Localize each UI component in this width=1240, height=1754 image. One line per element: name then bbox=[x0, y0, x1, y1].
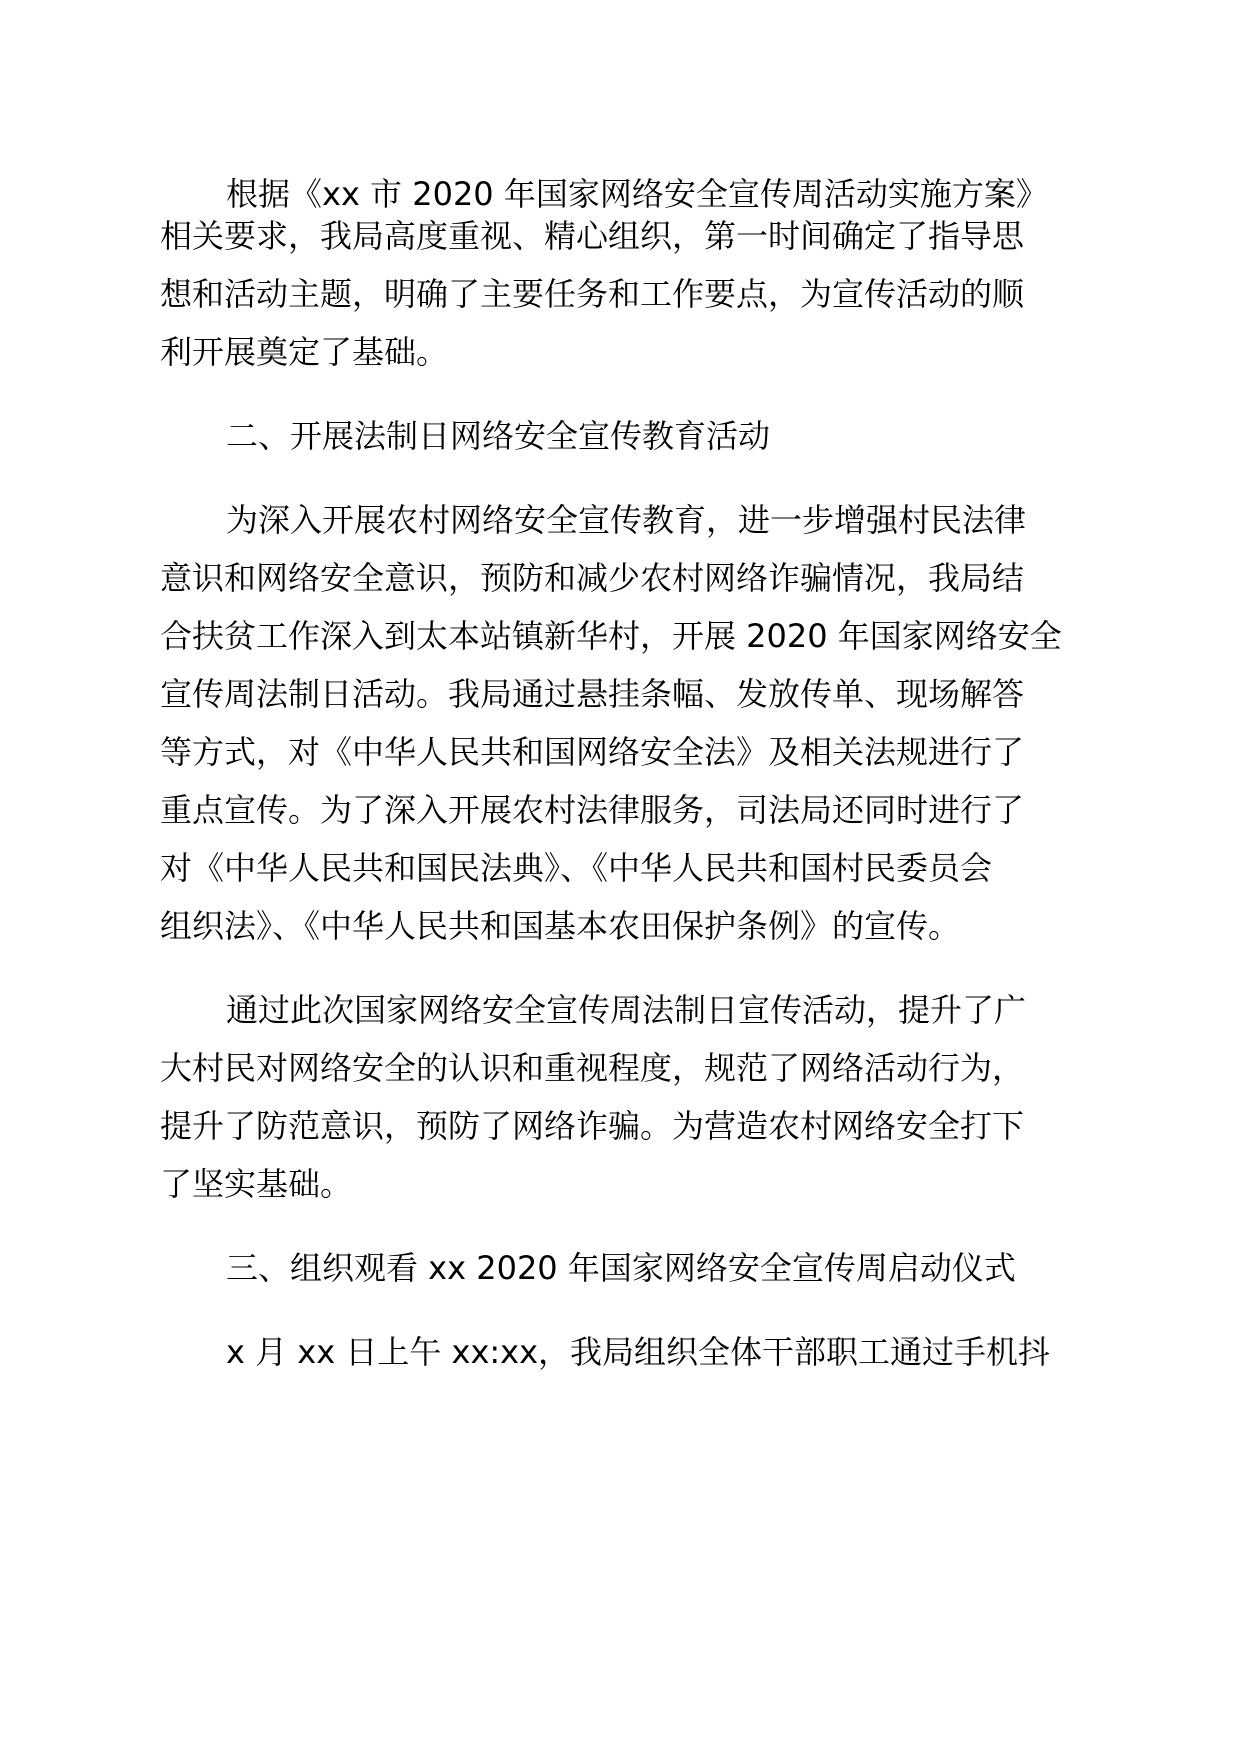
paragraph-3-line-1: 为深入开展农村网络安全宣传教育，进一步增强村民法律 bbox=[226, 501, 1027, 539]
paragraph-3-line-5: 等方式，对《中华人民共和国网络安全法》及相关法规进行了 bbox=[160, 733, 1025, 771]
paragraph-1-line-3: 想和活动主题，明确了主要任务和工作要点，为宣传活动的顺 bbox=[160, 275, 1025, 313]
paragraph-3-line-7: 对《中华人民共和国民法典》、《中华人民共和国村民委员会 bbox=[160, 849, 993, 887]
paragraph-3-line-2: 意识和网络安全意识，预防和减少农村网络诈骗情况，我局结 bbox=[160, 559, 1025, 597]
paragraph-3-line-3: 合扶贫工作深入到太本站镇新华村，开展 2020 年国家网络安全 bbox=[160, 617, 1062, 655]
paragraph-4-line-4: 了坚实基础。 bbox=[160, 1165, 353, 1203]
paragraph-4-line-1: 通过此次国家网络安全宣传周法制日宣传活动，提升了广 bbox=[226, 991, 1027, 1029]
paragraph-1-line-2: 相关要求，我局高度重视、精心组织，第一时间确定了指导思 bbox=[160, 217, 1025, 255]
paragraph-4-line-3: 提升了防范意识，预防了网络诈骗。为营造农村网络安全打下 bbox=[160, 1107, 1025, 1145]
paragraph-1-line-4: 利开展奠定了基础。 bbox=[160, 333, 449, 371]
paragraph-3-line-6: 重点宣传。为了深入开展农村法律服务，司法局还同时进行了 bbox=[160, 791, 1025, 829]
paragraph-3-line-4: 宣传周法制日活动。我局通过悬挂条幅、发放传单、现场解答 bbox=[160, 675, 1025, 713]
paragraph-6-line-1: x 月 xx 日上午 xx:xx，我局组织全体干部职工通过手机抖 bbox=[226, 1333, 1051, 1371]
paragraph-4-line-2: 大村民对网络安全的认识和重视程度，规范了网络活动行为， bbox=[160, 1049, 1025, 1087]
section-heading-2: 二、开展法制日网络安全宣传教育活动 bbox=[226, 417, 771, 455]
paragraph-3-line-8: 组织法》、《中华人民共和国基本农田保护条例》的宣传。 bbox=[160, 907, 961, 945]
section-heading-3: 三、组织观看 xx 2020 年国家网络安全宣传周启动仪式 bbox=[226, 1249, 1016, 1287]
paragraph-1-line-1: 根据《xx 市 2020 年国家网络安全宣传周活动实施方案》 bbox=[226, 175, 1048, 213]
